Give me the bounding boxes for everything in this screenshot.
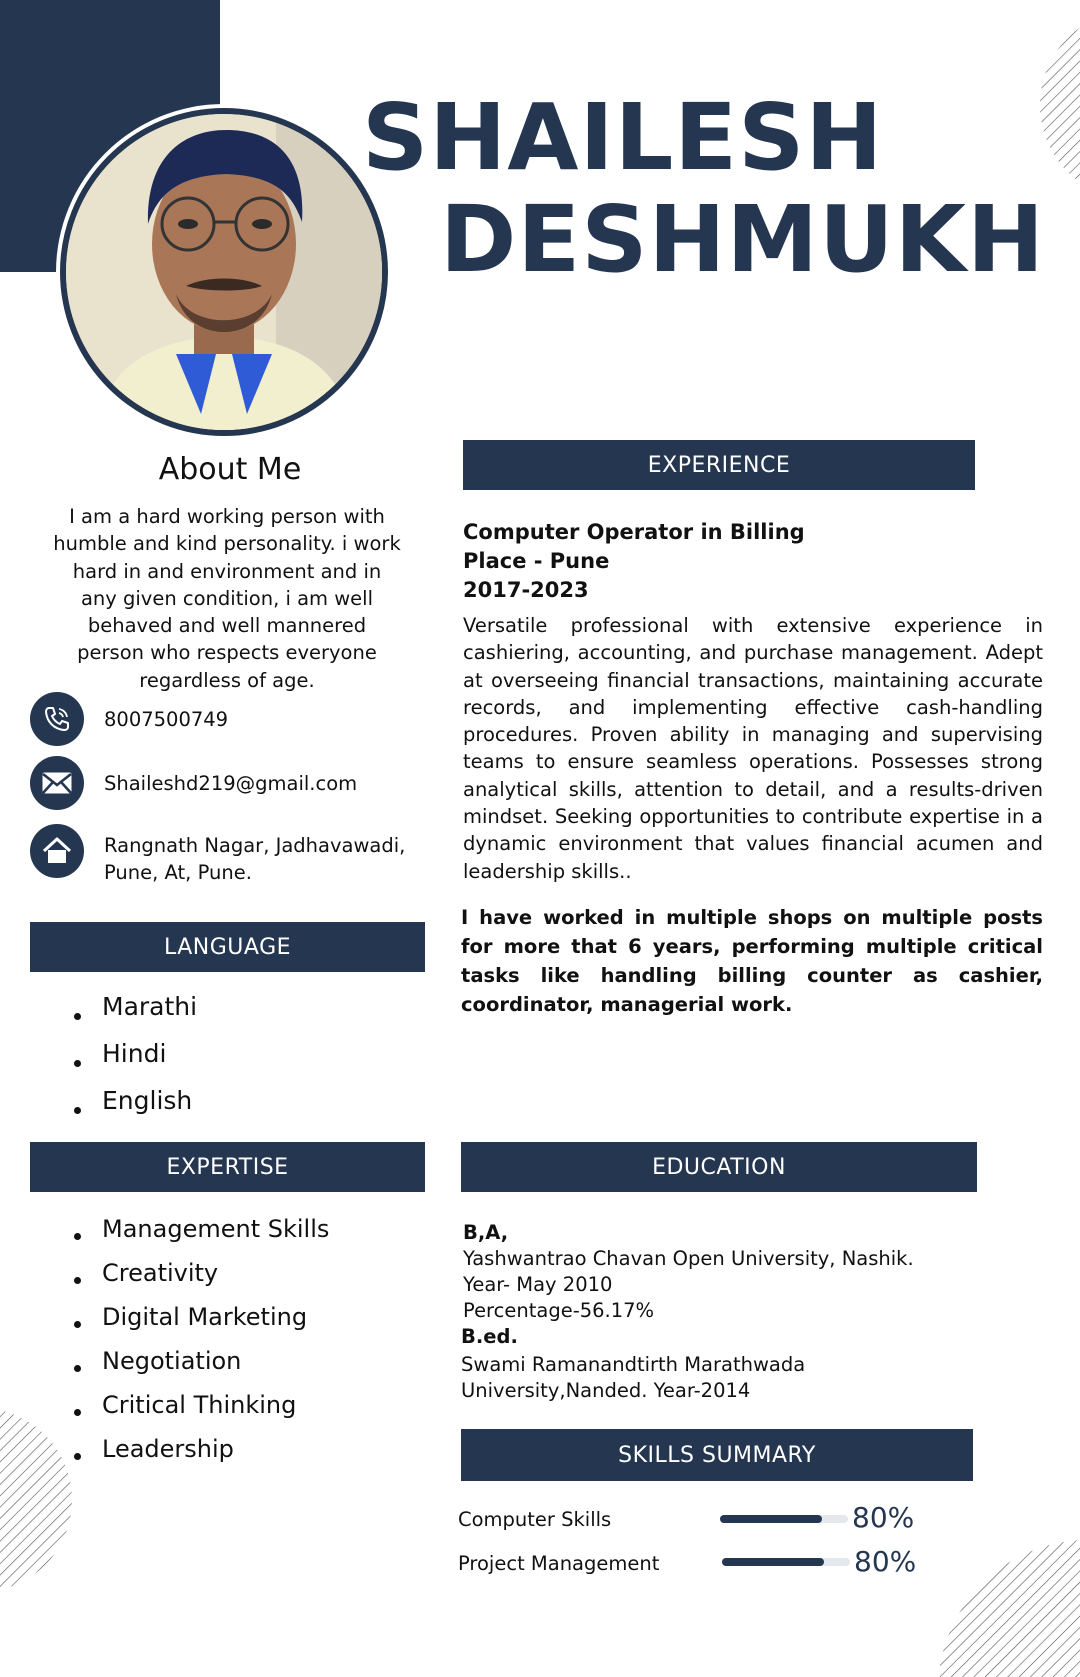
contact-address-line2: Pune, At, Pune. <box>104 861 252 884</box>
name-last: DESHMUKH <box>440 186 1046 293</box>
expertise-item: Creativity <box>74 1258 329 1302</box>
skill-bar-fill <box>722 1558 824 1566</box>
skills-summary-header: SKILLS SUMMARY <box>461 1429 973 1481</box>
education-line: Percentage-56.17% <box>463 1299 655 1322</box>
contact-address-line1: Rangnath Nagar, Jadhavawadi, <box>104 834 406 857</box>
hatch-decoration-top-right <box>1040 10 1080 200</box>
language-item: English <box>74 1086 197 1133</box>
about-title: About Me <box>158 452 302 487</box>
expertise-item: Digital Marketing <box>74 1302 329 1346</box>
contact-email-row <box>30 756 357 810</box>
skill-percent: 80% <box>852 1501 915 1534</box>
contact-email[interactable]: Shaileshd219@gmail.com <box>104 772 358 795</box>
phone-icon <box>30 692 84 746</box>
skill-percent: 80% <box>854 1545 917 1578</box>
job-years: 2017-2023 <box>463 578 589 602</box>
expertise-item: Leadership <box>74 1434 329 1478</box>
language-item: Hindi <box>74 1039 197 1086</box>
expertise-item: Critical Thinking <box>74 1390 329 1434</box>
experience-header: EXPERIENCE <box>463 440 975 490</box>
education-line: University,Nanded. Year-2014 <box>461 1379 751 1402</box>
language-header: LANGUAGE <box>30 922 425 972</box>
hatch-decoration-left <box>0 1405 72 1595</box>
profile-photo <box>60 108 388 436</box>
expertise-item: Management Skills <box>74 1214 329 1258</box>
skill-bar <box>722 1558 850 1566</box>
hatch-decoration-bottom-right <box>928 1530 1080 1677</box>
education-header: EDUCATION <box>461 1142 977 1192</box>
contact-phone-row <box>30 692 228 746</box>
language-item: Marathi <box>74 992 197 1039</box>
education-line: Year- May 2010 <box>463 1273 613 1296</box>
education-line: Swami Ramanandtirth Marathwada <box>461 1353 806 1376</box>
mail-icon <box>30 756 84 810</box>
expertise-header: EXPERTISE <box>30 1142 425 1192</box>
job-header <box>463 518 805 605</box>
education-degree-bed: B.ed. <box>461 1325 518 1348</box>
job-description: Versatile professional with extensive experience in cashiering, accounting, and purchase management. Adept at overseeing financial transactions, maintaining accurate records, and implementing effective cash-handling procedures. Proven ability in managing and supervising teams to ensure seamless operations. Possesses strong analytical skills, attention to detail, and a results-driven mindset. Seeking opportunities to contribute expertise in a dynamic environment that values financial acumen and leadership skills.. <box>463 614 1043 883</box>
job-role: Computer Operator in Billing <box>463 520 805 544</box>
skill-bar-fill <box>720 1515 822 1523</box>
contact-phone[interactable]: 8007500749 <box>104 708 229 731</box>
home-icon <box>30 824 84 878</box>
contact-address-row <box>30 824 405 886</box>
name-first: SHAILESH <box>362 84 884 191</box>
expertise-list <box>74 1214 329 1478</box>
expertise-item: Negotiation <box>74 1346 329 1390</box>
about-text: I am a hard working person with humble and kind personality. i work hard in and environment and in any given condition, i am well behaved and well mannered person who respects everyone regardless of age. <box>53 505 401 692</box>
education-line: Yashwantrao Chavan Open University, Nashik. <box>463 1247 914 1270</box>
skill-bar <box>720 1515 848 1523</box>
job-note: I have worked in multiple shops on multiple posts for more that 6 years, performing multiple critical tasks like handling billing counter as cashier, coordinator, managerial work. <box>461 906 1043 1016</box>
skill-label: Computer Skills <box>458 1508 612 1531</box>
skill-label: Project Management <box>458 1552 660 1575</box>
job-place: Place - Pune <box>463 549 610 573</box>
profile-photo-illustration <box>66 114 382 430</box>
education-degree-ba: B,A, <box>463 1221 509 1244</box>
language-list <box>74 992 197 1133</box>
